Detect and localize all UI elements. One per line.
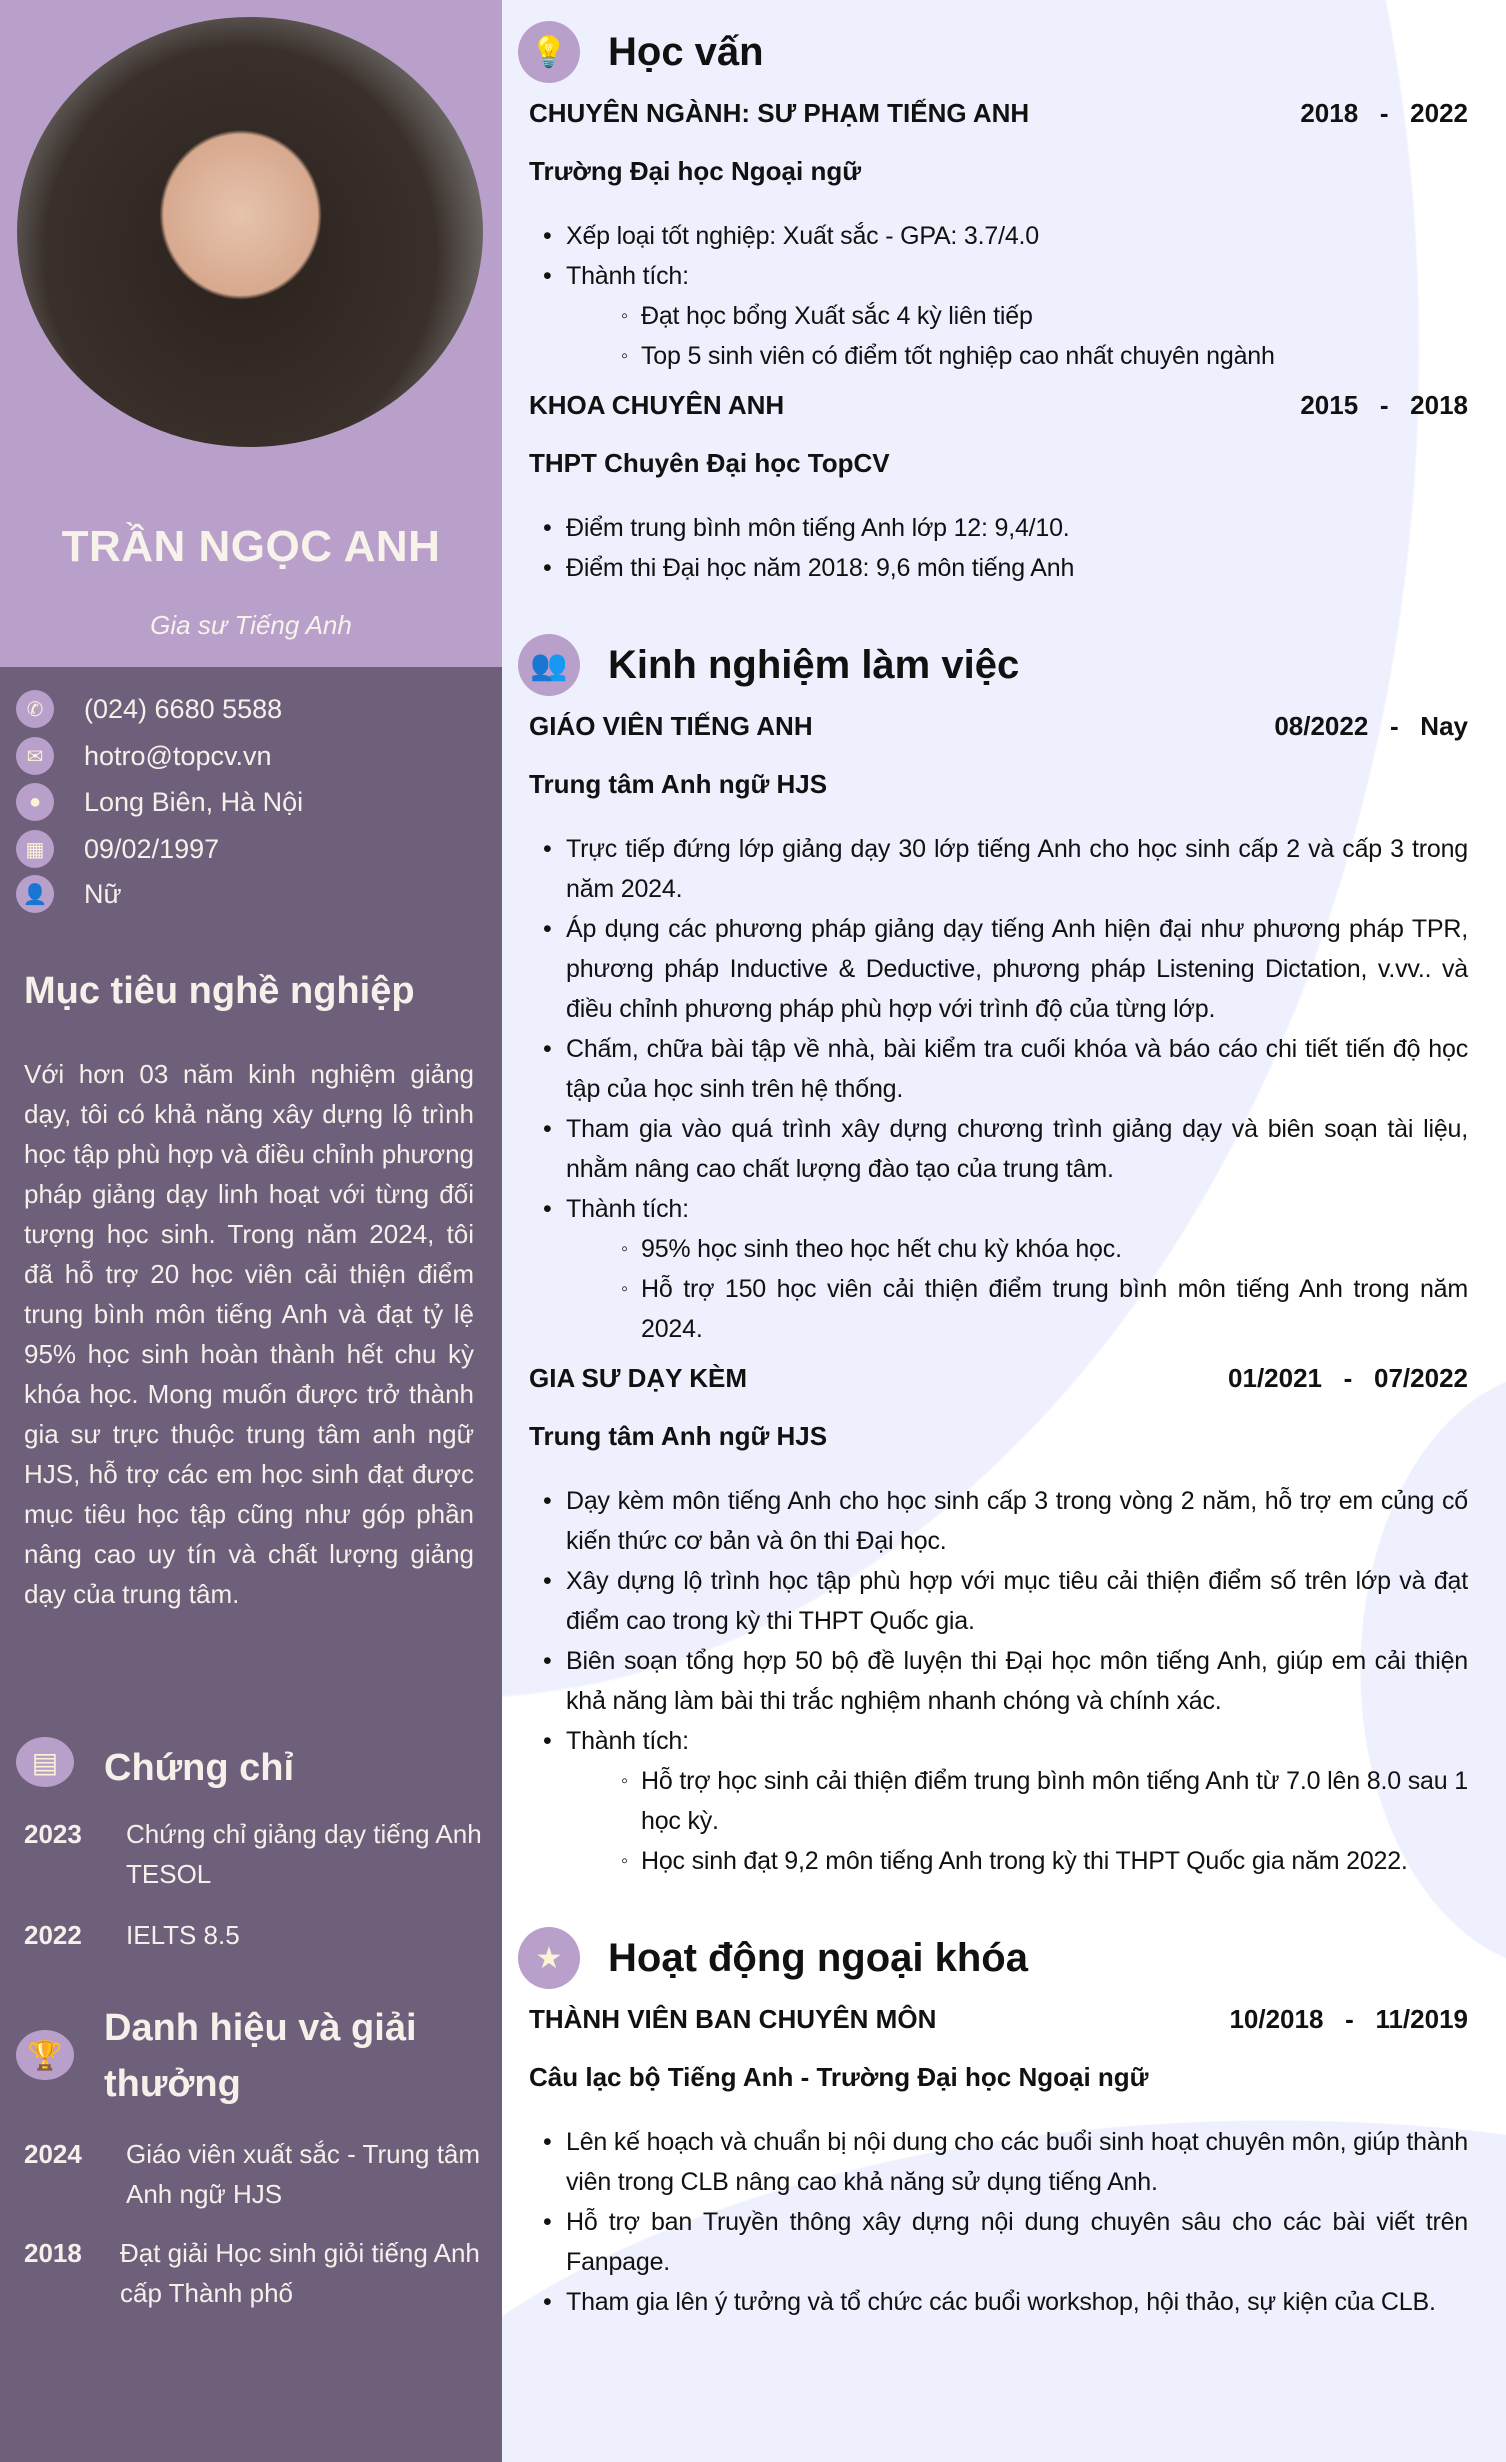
- award-item: [24, 2134, 484, 2214]
- people-icon: 👥: [518, 634, 580, 696]
- entry-org: Trung tâm Anh ngữ HJS: [529, 769, 828, 799]
- entry-dates: 2015 - 2018: [1300, 390, 1468, 420]
- sub-bullet: ◦ Đạt học bổng Xuất sắc 4 kỳ liên tiếp: [529, 296, 1468, 336]
- bullet: • Điểm thi Đại học năm 2018: 9,6 môn tiếng Anh: [529, 548, 1468, 588]
- section-title: Kinh nghiệm làm việc: [608, 642, 1020, 687]
- award-year: 2018: [24, 2238, 82, 2268]
- education-section: [518, 20, 1488, 588]
- contact-phone: [16, 690, 282, 728]
- award-item: [24, 2233, 484, 2313]
- user-icon: 👤: [16, 875, 54, 913]
- avatar-photo: [17, 17, 483, 447]
- bullet: • Chấm, chữa bài tập về nhà, bài kiểm tra cuối khóa và báo cáo chi tiết tiến độ học tập của học sinh trên hệ thống.: [529, 1029, 1468, 1109]
- contact-text: Nữ: [84, 878, 122, 909]
- sub-bullet: ◦ Học sinh đạt 9,2 môn tiếng Anh trong kỳ thi THPT Quốc gia năm 2022.: [529, 1841, 1468, 1881]
- bullet: • Thành tích:: [529, 1189, 1468, 1229]
- education-entry: [518, 84, 1488, 376]
- bullet: • Xây dựng lộ trình học tập phù hợp với mục tiêu cải thiện điểm số trên lớp và đạt điểm cao trong kỳ thi THPT Quốc gia.: [529, 1561, 1468, 1641]
- entry-dates: 2018 - 2022: [1300, 98, 1468, 128]
- entry-org: Câu lạc bộ Tiếng Anh - Trường Đại học Ngoại ngữ: [529, 2062, 1149, 2092]
- experience-entry: [518, 697, 1488, 1349]
- contact-location: [16, 783, 303, 821]
- contact-gender: [16, 875, 122, 913]
- award-year: 2024: [24, 2139, 82, 2169]
- entry-org: THPT Chuyên Đại học TopCV: [529, 448, 890, 478]
- trophy-icon: 🏆: [16, 2030, 74, 2080]
- entry-title: THÀNH VIÊN BAN CHUYÊN MÔN: [529, 2004, 937, 2034]
- contact-birthday: [16, 830, 219, 868]
- experience-entry: [518, 1349, 1488, 1881]
- bullet: • Dạy kèm môn tiếng Anh cho học sinh cấp 3 trong vòng 2 năm, hỗ trợ em củng cố kiến thức cơ bản và ôn thi Đại học.: [529, 1481, 1468, 1561]
- entry-org: Trung tâm Anh ngữ HJS: [529, 1421, 828, 1451]
- activities-section: [518, 1926, 1488, 2322]
- certificates-header: [16, 1737, 74, 1787]
- certificate-text: IELTS 8.5: [126, 1920, 240, 1950]
- sub-bullet: ◦ Hỗ trợ 150 học viên cải thiện điểm trung bình môn tiếng Anh trong năm 2024.: [529, 1269, 1468, 1349]
- bullet: • Thành tích:: [529, 1721, 1468, 1761]
- entry-title: KHOA CHUYÊN ANH: [529, 390, 785, 420]
- entry-title: CHUYÊN NGÀNH: SƯ PHẠM TIẾNG ANH: [529, 98, 1030, 128]
- activity-entry: [518, 1990, 1488, 2322]
- awards-header: [16, 2030, 74, 2080]
- certificate-item: [24, 1915, 484, 1955]
- contact-text: hotro@topcv.vn: [84, 740, 272, 771]
- bullet: • Tham gia lên ý tưởng và tổ chức các buổi workshop, hội thảo, sự kiện của CLB.: [529, 2282, 1468, 2322]
- bullet: • Thành tích:: [529, 256, 1468, 296]
- sidebar: [0, 0, 502, 2462]
- bullet: • Hỗ trợ ban Truyền thông xây dựng nội dung chuyên sâu cho các bài viết trên Fanpage.: [529, 2202, 1468, 2282]
- certificate-year: 2023: [24, 1819, 82, 1849]
- certificate-year: 2022: [24, 1920, 82, 1950]
- contact-email: [16, 737, 272, 775]
- certificate-text: Chứng chỉ giảng dạy tiếng Anh TESOL: [126, 1819, 482, 1889]
- star-icon: ★: [518, 1927, 580, 1989]
- section-title: Học vấn: [608, 29, 764, 74]
- entry-dates: 08/2022 - Nay: [1274, 711, 1468, 741]
- phone-icon: ✆: [16, 690, 54, 728]
- document-icon: ▤: [16, 1737, 74, 1787]
- entry-dates: 10/2018 - 11/2019: [1229, 2004, 1468, 2034]
- bullet: • Lên kế hoạch và chuẩn bị nội dung cho các buổi sinh hoạt chuyên môn, giúp thành viên trong CLB nâng cao khả năng sử dụng tiếng Anh.: [529, 2122, 1468, 2202]
- sub-bullet: ◦ Hỗ trợ học sinh cải thiện điểm trung bình môn tiếng Anh từ 7.0 lên 8.0 sau 1 học kỳ.: [529, 1761, 1468, 1841]
- certificate-item: [24, 1814, 484, 1894]
- contact-text: Long Biên, Hà Nội: [84, 786, 304, 817]
- profile-header: [0, 0, 502, 667]
- bullet: • Tham gia vào quá trình xây dựng chương trình giảng dạy và biên soạn tài liệu, nhằm nâng cao chất lượng đào tạo của trung tâm.: [529, 1109, 1468, 1189]
- contact-text: 09/02/1997: [84, 833, 220, 864]
- award-text: Đạt giải Học sinh giỏi tiếng Anh cấp Thành phố: [120, 2238, 480, 2308]
- bullet: • Xếp loại tốt nghiệp: Xuất sắc - GPA: 3.7/4.0: [529, 216, 1468, 256]
- entry-title: GIA SƯ DẠY KÈM: [529, 1363, 748, 1393]
- awards-title: Danh hiệu và giải thưởng: [104, 2007, 417, 2105]
- objective-title: Mục tiêu nghề nghiệp: [24, 970, 415, 1012]
- calendar-icon: ▦: [16, 830, 54, 868]
- entry-dates: 01/2021 - 07/2022: [1228, 1363, 1468, 1393]
- bullet: • Trực tiếp đứng lớp giảng dạy 30 lớp tiếng Anh cho học sinh cấp 2 và cấp 3 trong năm 2024.: [529, 829, 1468, 909]
- sub-bullet: ◦ 95% học sinh theo học hết chu kỳ khóa học.: [529, 1229, 1468, 1269]
- bullet: • Biên soạn tổng hợp 50 bộ đề luyện thi Đại học môn tiếng Anh, giúp em cải thiện khả năng làm bài thi trắc nghiệm nhanh chóng và chính xác.: [529, 1641, 1468, 1721]
- email-icon: ✉: [16, 737, 54, 775]
- experience-section: [518, 633, 1488, 1881]
- certificates-title: Chứng chỉ: [104, 1747, 295, 1789]
- lightbulb-icon: 💡: [518, 21, 580, 83]
- contact-text: (024) 6680 5588: [84, 693, 283, 724]
- bullet: • Điểm trung bình môn tiếng Anh lớp 12: 9,4/10.: [529, 508, 1468, 548]
- entry-org: Trường Đại học Ngoại ngữ: [529, 156, 862, 186]
- location-icon: ●: [16, 783, 54, 821]
- award-text: Giáo viên xuất sắc - Trung tâm Anh ngữ HJS: [126, 2139, 481, 2209]
- entry-title: GIÁO VIÊN TIẾNG ANH: [529, 711, 813, 741]
- objective-text: Với hơn 03 năm kinh nghiệm giảng dạy, tôi có khả năng xây dựng lộ trình học tập phù hợp và điều chỉnh phương pháp giảng dạy linh hoạt với từng đối tượng học sinh. Trong năm 2024, tôi đã hỗ trợ 20 học viên cải thiện điểm trung bình môn tiếng Anh và đạt tỷ lệ 95% học sinh hoàn thành hết chu kỳ khóa học. Mong muốn được trở thành gia sư trực thuộc trung tâm anh ngữ HJS, hỗ trợ các em học sinh đạt được mục tiêu học tập cũng như góp phần nâng cao uy tín và chất lượng giảng dạy của trung tâm.: [24, 1059, 474, 1609]
- education-entry: [518, 376, 1488, 588]
- bullet: • Áp dụng các phương pháp giảng dạy tiếng Anh hiện đại như phương pháp TPR, phương pháp Inductive & Deductive, phương pháp Listening Dictation, v.vv.. và điều chỉnh phương pháp phù hợp với trình độ của từng lớp.: [529, 909, 1468, 1029]
- section-title: Hoạt động ngoại khóa: [608, 1935, 1028, 1980]
- candidate-name: TRẦN NGỌC ANH: [61, 522, 441, 571]
- main-content: [502, 0, 1506, 2462]
- candidate-role: Gia sư Tiếng Anh: [150, 610, 352, 640]
- sub-bullet: ◦ Top 5 sinh viên có điểm tốt nghiệp cao nhất chuyên ngành: [529, 336, 1468, 376]
